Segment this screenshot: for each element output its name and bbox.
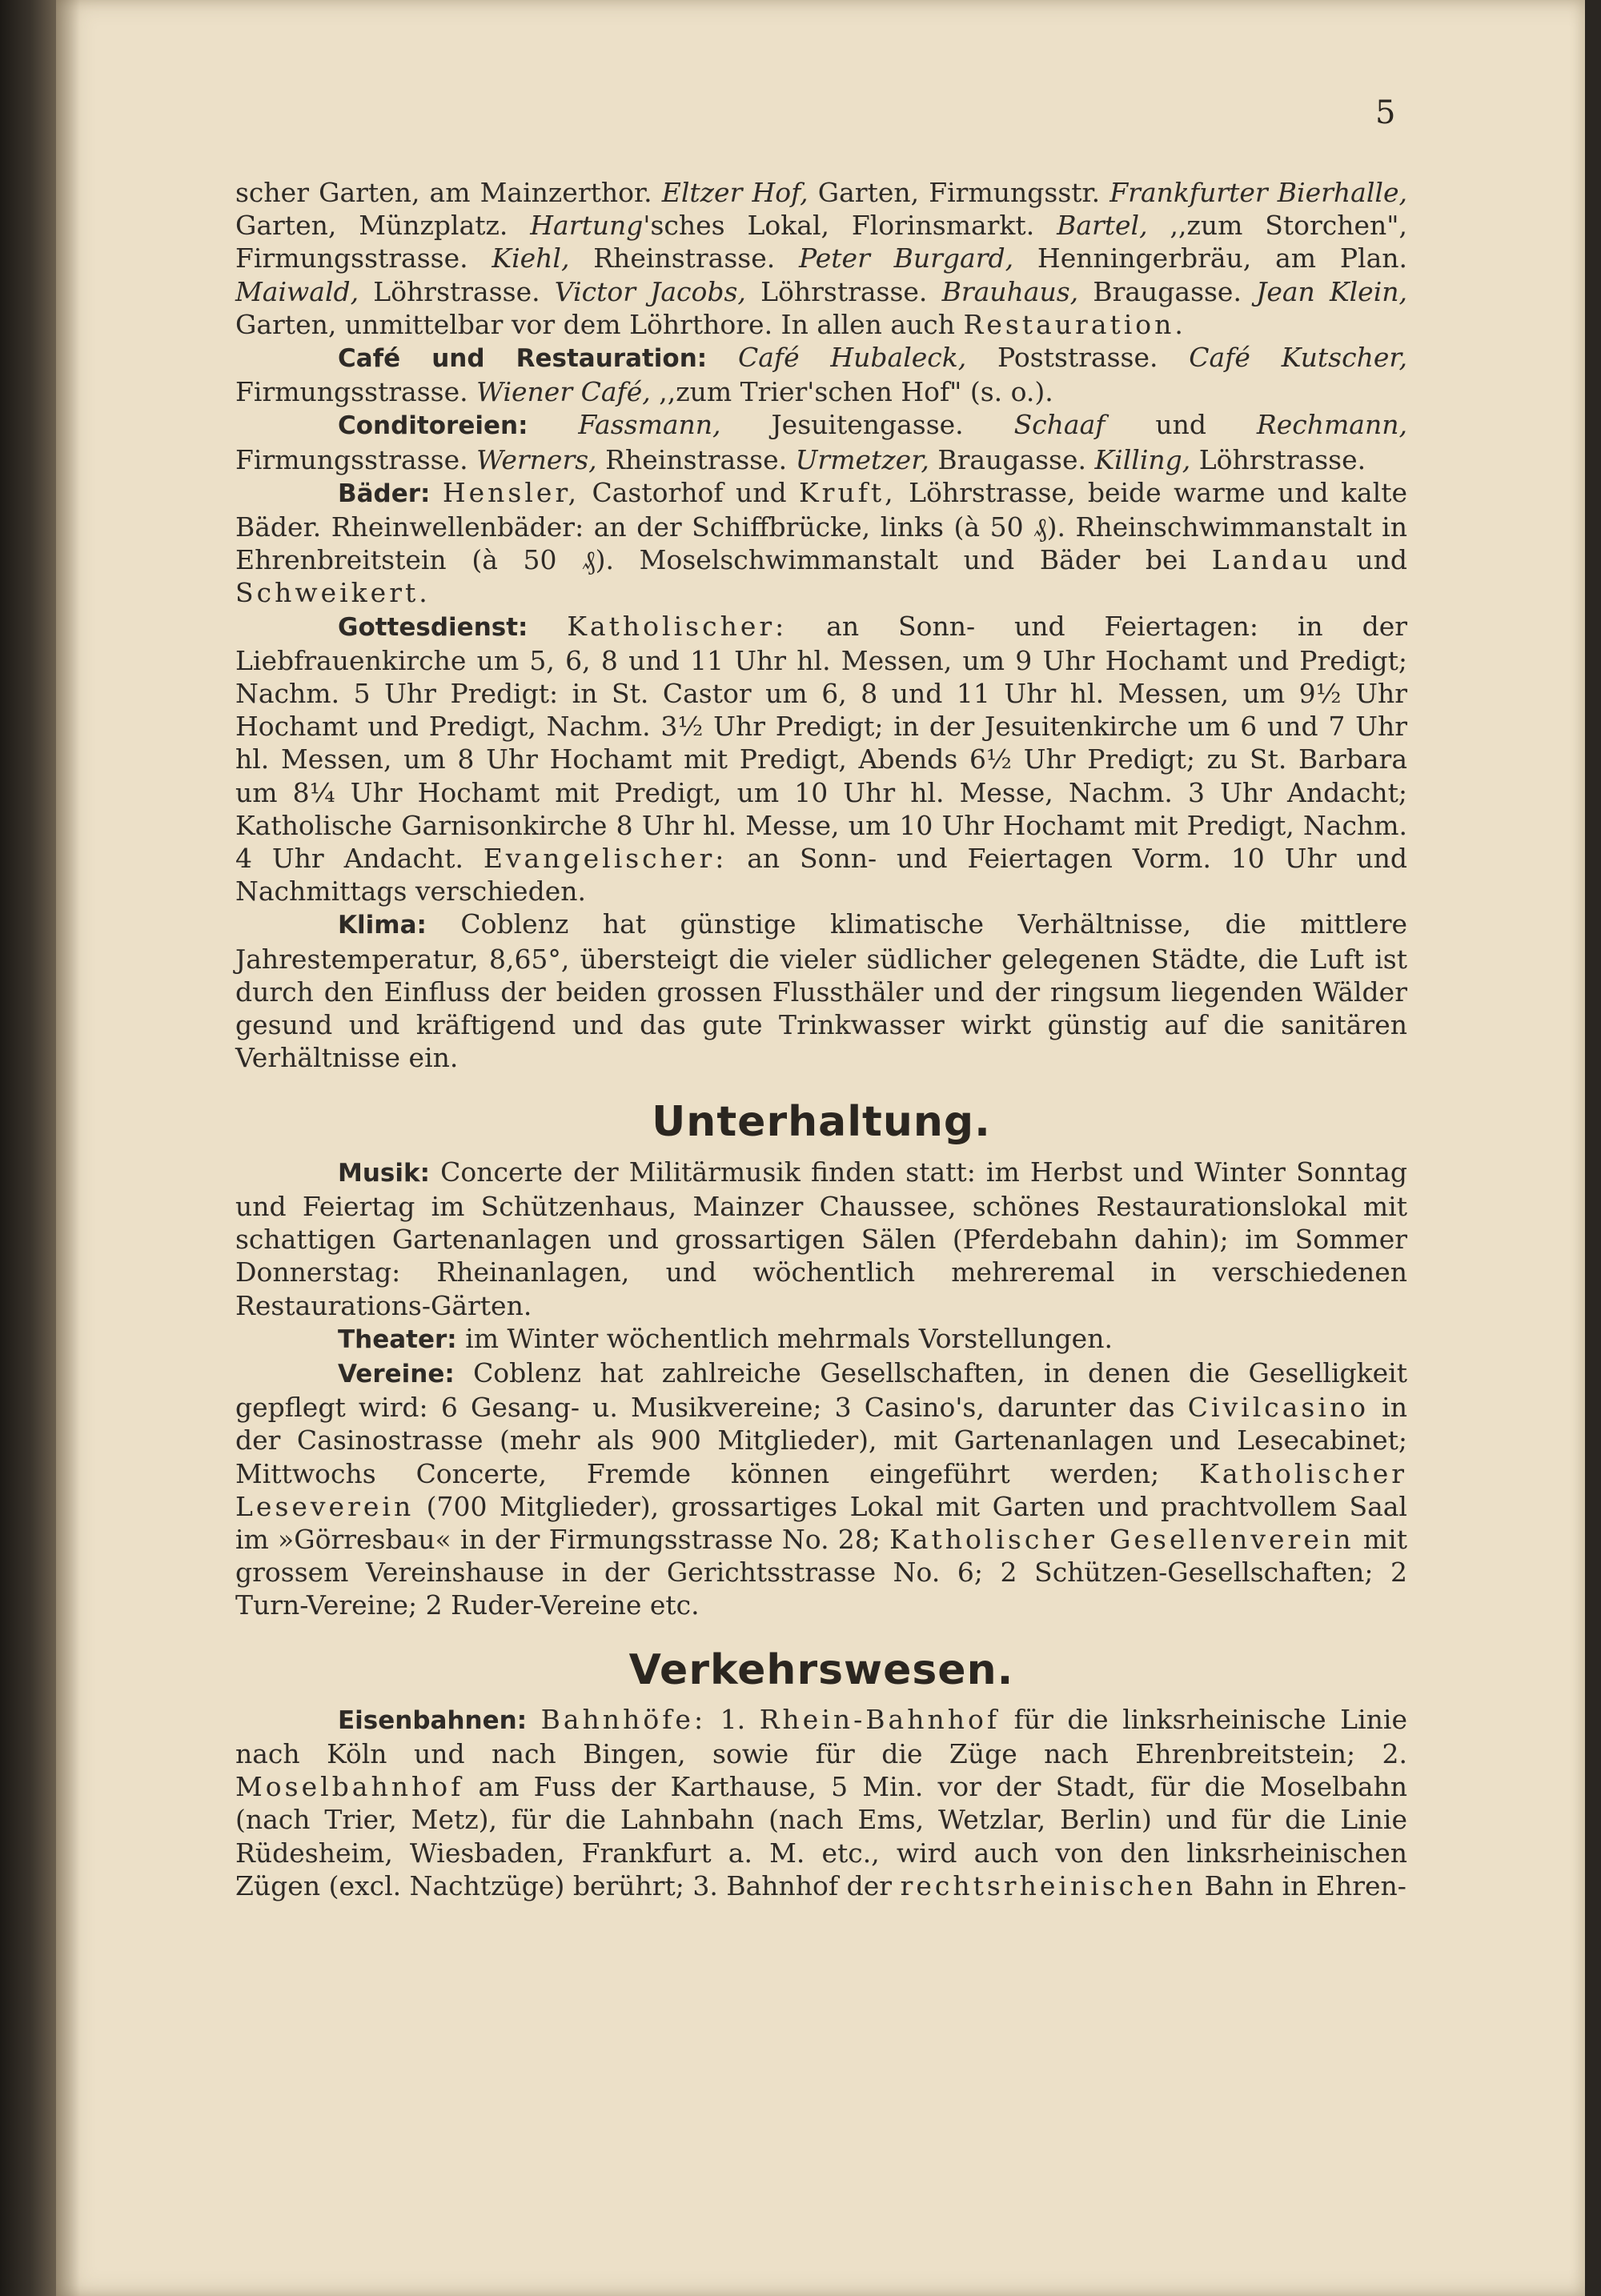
label-cafe: Café und Restauration: <box>338 344 708 374</box>
label-klima: Klima: <box>338 911 427 940</box>
paragraph-vereine: Vereine: Coblenz hat zahlreiche Gesellschaften, in denen die Geselligkeit gepflegt wird: 6 Gesang- u. Musikvereine; 3 Casino's, darunter das Civilcasino in der Casinostrasse (mehr als 900 Mitglieder), mit Gartenanlagen und Lesecabinet; Mittwochs Concerte, Fremde können eingeführt werden; Katholischer Leseverein (700 Mitglieder), grossartiges Lokal mit Garten und prachtvollem Saal im »Görresbau« in der Firmungsstrasse No. 28; Katholischer Gesellenverein mit grossem Vereinshause in der Gerichtsstrasse No. 6; 2 Schützen-Gesellschaften; 2 Turn-Vereine; 2 Ruder-Vereine etc. <box>235 1356 1407 1621</box>
paragraph-restaurants: scher Garten, am Mainzerthor. Eltzer Hof, Garten, Firmungsstr. Frankfurter Bierhalle, Garten, Münzplatz. Hartung'sches Lokal, Florinsmarkt. Bartel, ,,zum Storchen", Firmungsstrasse. Kiehl, Rheinstrasse. Peter Burgard, Henningerbräu, am Plan. Maiwald, Löhrstrasse. Victor Jacobs, Löhrstrasse. Brauhaus, Braugasse. Jean Klein, Garten, unmittelbar vor dem Löhrthore. In allen auch Restauration. <box>235 177 1408 340</box>
heading-unterhaltung: Unterhaltung. <box>652 1098 991 1147</box>
label-musik: Musik: <box>338 1158 431 1188</box>
paragraph-klima: Klima: Coblenz hat günstige klimatische Verhältnisse, die mittlere Jahrestemperatur, 8,65°, übersteigt die vieler südlicher gelegenen Städte, die Luft ist durch den Einfluss der beiden grossen Flussthäler und der ringsum liegenden Wälder gesund und kräftigend und das gute Trinkwasser wirkt günstig auf die sanitären Verhältnisse ein. <box>235 908 1407 1074</box>
heading-verkehrswesen: Verkehrswesen. <box>628 1645 1014 1694</box>
paragraph-musik: Musik: Concerte der Militärmusik finden statt: im Herbst und Winter Sonntag und Feiertag im Schützenhaus, Mainzer Chaussee, schönes Restaurationslokal mit schattigen Gartenanlagen und grossartigen Sälen (Pferdebahn dahin); im Sommer Donnerstag: Rheinanlagen, und wöchentlich mehreremal in verschiedenen Restaurations-Gärten. <box>235 1156 1407 1321</box>
label-eisenbahnen: Eisenbahnen: <box>338 1705 528 1735</box>
label-theater: Theater: <box>338 1324 457 1354</box>
paragraph-eisenbahnen: Eisenbahnen: Bahnhöfe: 1. Rhein-Bahnhof für die linksrheinische Linie nach Köln und nach Bingen, sowie für die Züge nach Ehrenbreitstein; 2. Moselbahnhof am Fuss der Karthause, 5 Min. vor der Stadt, für die Moselbahn (nach Trier, Metz), für die Lahnbahn (nach Ems, Wetzlar, Berlin) und für die Linie Rüdesheim, Wiesbaden, Frankfurt a. M. etc., wird auch von den linksrheinischen Zügen (excl. Nachtzüge) berührt; 3. Bahnhof der rechtsrheinischen Bahn in Ehren- <box>235 1703 1407 1901</box>
page-edge-shadow <box>56 0 80 2296</box>
paragraph-baeder: Bäder: Hensler, Castorhof und Kruft, Löhrstrasse, beide warme und kalte Bäder. Rheinwellenbäder: an der Schiffbrücke, links (à 50 ₰). Rheinschwimmanstalt in Ehrenbreitstein (à 50 ₰). Moselschwimmanstalt und Bäder bei Landau und Schweikert. <box>235 476 1408 609</box>
label-gottesdienst: Gottesdienst: <box>338 612 528 642</box>
book-gutter <box>0 0 56 2296</box>
paragraph-theater: Theater: im Winter wöchentlich mehrmals Vorstellungen. <box>338 1322 1113 1354</box>
page-number: 5 <box>1375 94 1396 131</box>
label-conditoreien: Conditoreien: <box>338 411 528 441</box>
paragraph-cafe: Café und Restauration: Café Hubaleck, Poststrasse. Café Kutscher, Firmungsstrasse. Wiener Café, ,,zum Trier'schen Hof" (s. o.). <box>235 342 1407 408</box>
label-vereine: Vereine: <box>338 1359 455 1388</box>
text-block <box>235 176 1407 1902</box>
label-baeder: Bäder: <box>338 479 431 508</box>
paragraph-gottesdienst: Gottesdienst: Katholischer: an Sonn- und Feiertagen: in der Liebfrauenkirche um 5, 6, 8 und 11 Uhr hl. Messen, um 9 Uhr Hochamt und Predigt; Nachm. 5 Uhr Predigt: in St. Castor um 6, 8 und 11 Uhr hl. Messen, um 9½ Uhr Hochamt und Predigt, Nachm. 3½ Uhr Predigt; in der Jesuitenkirche um 6 und 7 Uhr hl. Messen, um 8 Uhr Hochamt mit Predigt, Abends 6½ Uhr Predigt; zu St. Barbara um 8¼ Uhr Hochamt mit Predigt, um 10 Uhr hl. Messe, Nachm. 3 Uhr Andacht; Katholische Garnisonkirche 8 Uhr hl. Messe, um 10 Uhr Hochamt mit Predigt, Nachm. 4 Uhr Andacht. Evangelischer: an Sonn- und Feiertagen Vorm. 10 Uhr und Nachmittags verschieden. <box>235 610 1407 908</box>
paragraph-conditoreien: Conditoreien: Fassmann, Jesuitengasse. Schaaf und Rechmann, Firmungsstrasse. Werners, Rheinstrasse. Urmetzer, Braugasse. Killing, Löhrstrasse. <box>235 409 1407 475</box>
